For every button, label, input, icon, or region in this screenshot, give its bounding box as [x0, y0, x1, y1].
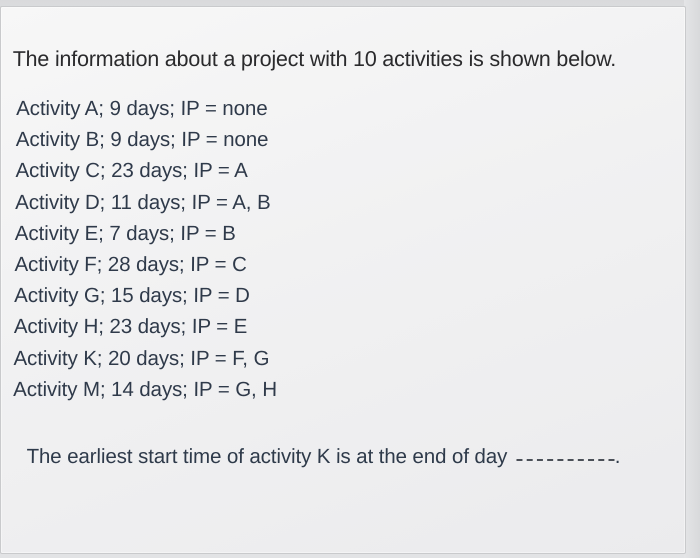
prompt-text: The earliest start time of activity K is at the end of day [26, 445, 508, 468]
activity-item-f: Activity F; 28 days; IP = C [14, 252, 247, 276]
activity-item-c: Activity C; 23 days; IP = A [15, 159, 248, 183]
activity-list [13, 93, 280, 405]
question-title: The information about a project with 10 activities is shown below. [12, 47, 617, 71]
activity-item-d: Activity D; 11 days; IP = A, B [15, 190, 271, 214]
prompt-period: . [614, 445, 621, 468]
activity-item-m: Activity M; 14 days; IP = G, H [13, 377, 278, 401]
activity-item-a: Activity A; 9 days; IP = none [16, 97, 268, 120]
activity-item-g: Activity G; 15 days; IP = D [14, 284, 250, 308]
activity-item-k: Activity K; 20 days; IP = F, G [13, 346, 270, 370]
answer-blank[interactable] [517, 439, 615, 461]
question-card-content [0, 29, 685, 529]
page-edge-shadow [684, 0, 700, 558]
activity-item-h: Activity H; 23 days; IP = E [13, 315, 248, 339]
answer-prompt [26, 441, 620, 469]
activity-item-e: Activity E; 7 days; IP = B [14, 221, 236, 245]
activity-item-b: Activity B; 9 days; IP = none [15, 128, 269, 152]
question-card [0, 6, 686, 554]
